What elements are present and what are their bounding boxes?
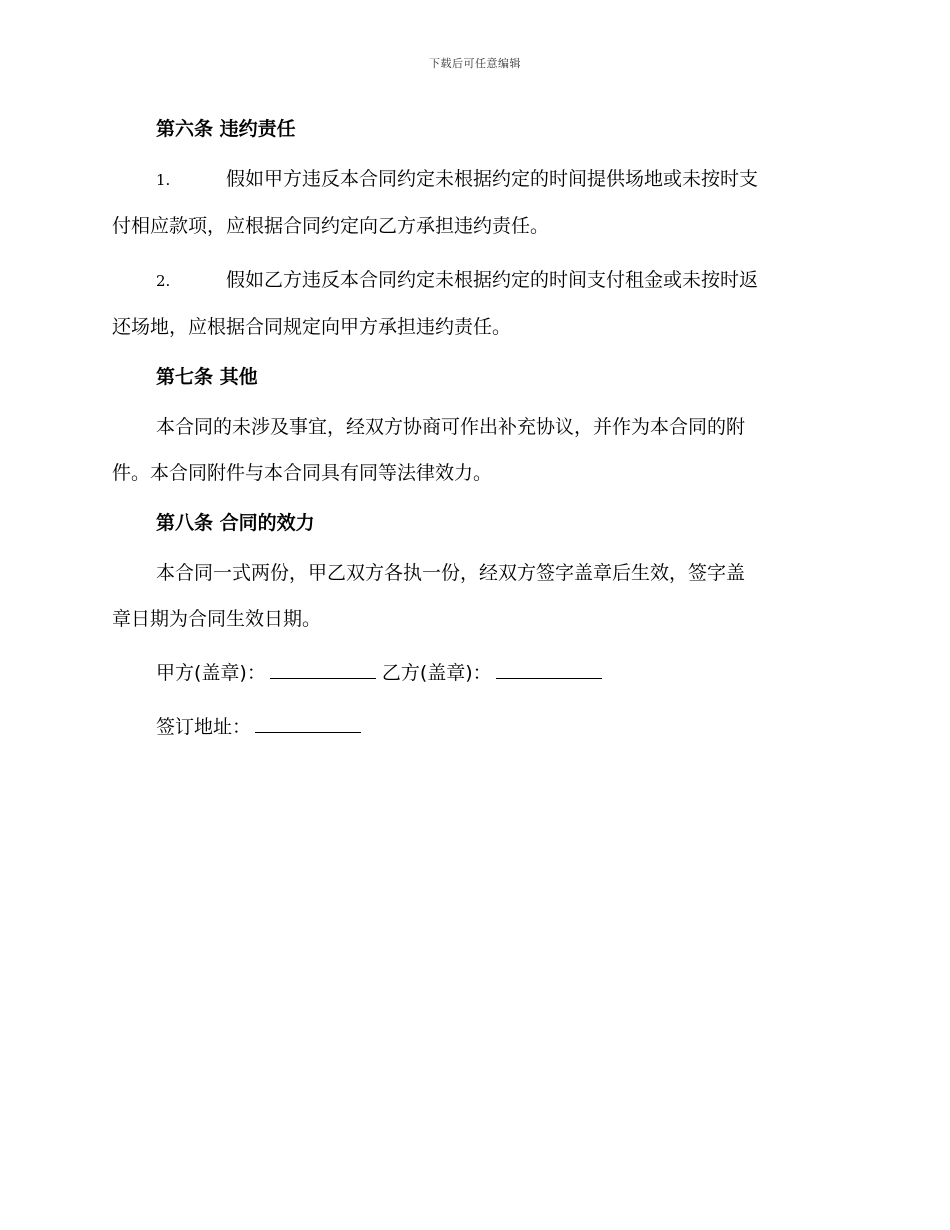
article6-heading: 第六条 违约责任	[156, 118, 296, 140]
item-number: 1.	[156, 171, 171, 189]
party-b-signature-blank	[496, 660, 602, 679]
address-row	[112, 704, 834, 750]
signature-row	[112, 650, 834, 696]
article8-text-line1: 本合同一式两份，甲乙双方各执一份，经双方签字盖章后生效，签字盖	[156, 562, 746, 584]
article7-heading: 第七条 其他	[156, 366, 258, 388]
party-b-label: 乙方(盖章)：	[381, 662, 492, 684]
party-a-label: 甲方(盖章)：	[156, 662, 266, 684]
article6-item-2	[112, 257, 834, 350]
article8-heading: 第八条 合同的效力	[156, 512, 315, 534]
item-text-line2: 付相应款项，应根据合同约定向乙方承担违约责任。	[112, 215, 550, 237]
article6-item-1	[112, 156, 834, 249]
item-text-line2: 还场地，应根据合同规定向甲方承担违约责任。	[112, 316, 512, 338]
article7-text-line2: 件。本合同附件与本合同具有同等法律效力。	[112, 462, 493, 484]
address-label: 签订地址：	[156, 716, 252, 738]
header-note: 下载后可任意编辑	[429, 57, 521, 70]
article7-text-line1: 本合同的未涉及事宜，经双方协商可作出补充协议，并作为本合同的附	[156, 416, 746, 438]
address-blank	[255, 714, 361, 733]
item-text-line1: 假如甲方违反本合同约定未根据约定的时间提供场地或未按时支	[226, 168, 759, 190]
item-number: 2.	[156, 272, 171, 290]
item-text-line1: 假如乙方违反本合同约定未根据约定的时间支付租金或未按时返	[226, 269, 759, 291]
contract-body	[112, 110, 834, 750]
party-a-signature-blank	[270, 660, 376, 679]
article8-text-line2: 章日期为合同生效日期。	[112, 608, 322, 630]
